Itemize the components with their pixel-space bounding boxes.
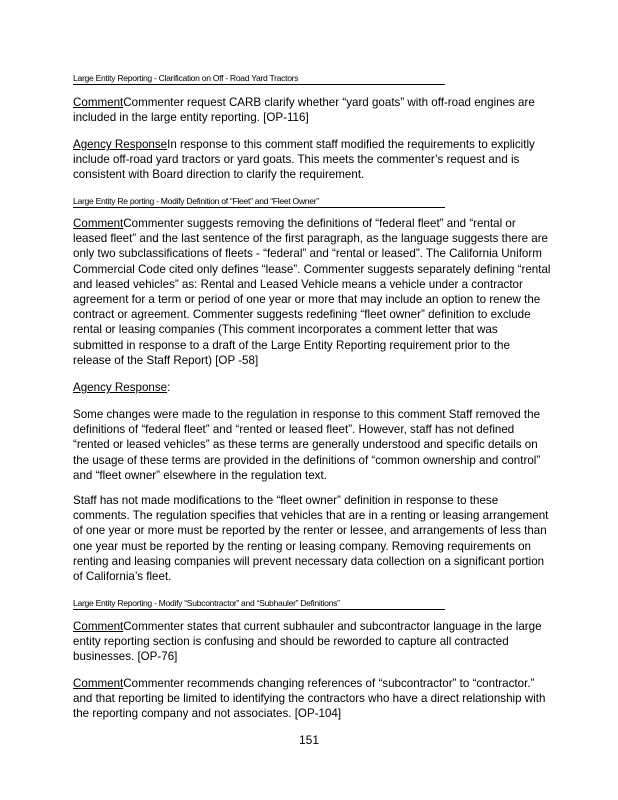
agency-response-label: Agency Response: [73, 381, 168, 394]
comment-text: Commenter states that current subhauler and subcontractor language in the large entity reporting section is confusing and should be reworded to capture all contracted businesses. [OP-76]: [73, 620, 542, 664]
agency-response-text: In response to this comment staff modified the requirements to explicitly include off-road yard tractors or yard goats. This meets the commenter’s request and is consistent with Board direction to clarify the requirement.: [73, 138, 535, 182]
agency-response-paragraph: [73, 137, 551, 183]
agency-response-heading: [73, 380, 551, 395]
comment-label: Comment: [73, 96, 124, 109]
section-heading-fleet-definition: Large Entity Re porting - Modify Definition of “Fleet” and “Fleet Owner”: [73, 195, 445, 208]
comment-paragraph: [73, 676, 551, 722]
response-paragraph: [73, 493, 551, 584]
agency-response-colon: :: [167, 381, 171, 394]
comment-label: Comment: [73, 677, 124, 690]
comment-paragraph: [73, 95, 551, 125]
comment-paragraph: [73, 619, 551, 665]
comment-text: Commenter request CARB clarify whether “yard goats” with off-road engines are included in the large entity reporting. [OP-116]: [73, 96, 535, 125]
response-paragraph: [73, 407, 551, 483]
section-heading-yard-tractors: Large Entity Reporting - Clarification on Off - Road Yard Tractors: [73, 72, 445, 85]
response-text: Staff has not made modifications to the “fleet owner” definition in response to these comments. The regulation specifies that vehicles that are in a renting or leasing arrangement of one year or more must be reported by the renter or lessee, and arrangements of less than one year must be reported by the renting or leasing company. Removing requirements on renting and leasing companies will prevent necessary data collection on a significant portion of California’s fleet.: [73, 494, 549, 584]
comment-paragraph: [73, 216, 551, 368]
comment-label: Comment: [73, 217, 124, 230]
comment-text: Commenter recommends changing references of “subcontractor” to “contractor.” and that reporting be limited to identifying the contractors who have a direct relationship with the reporting company and not associates. [OP-104]: [73, 677, 546, 721]
agency-response-label: Agency Response: [73, 138, 168, 151]
comment-text: Commenter suggests removing the definitions of “federal fleet” and “rental or leased fleet” and the last sentence of the first paragraph, as the language suggests there are only two subclassifications of fleets - “federal” and “rental or leased”. The California Uniform Commercial Code cited only defines “lease”. Commenter suggests separately defining “rental and leased vehicles” as: Rental and Leased Vehicle means a vehicle under a contractor agreement for a term or period of one year or more that may include an option to renew the contract or agreement. Commenter suggests redefining “fleet owner” definition to exclude rental or leasing companies (This comment incorporates a comment letter that was submitted in response to a draft of the Large Entity Reporting requirement prior to the release of the Staff Report) [OP -58]: [73, 217, 551, 367]
section-heading-subcontractor-definition: Large Entity Reporting - Modify “Subcontractor” and “Subhauler” Definitions”: [73, 597, 445, 610]
response-text: Some changes were made to the regulation in response to this comment Staff removed the definitions of “federal fleet” and “rented or leased fleet”. However, staff has not defined “rented or leased vehicles” as these terms are generally understood and specific details on the usage of these terms are provided in the definitions of “common ownership and control” and “fleet owner” elsewhere in the regulation text.: [73, 408, 541, 482]
comment-label: Comment: [73, 620, 124, 633]
page-number: 151: [298, 733, 320, 747]
